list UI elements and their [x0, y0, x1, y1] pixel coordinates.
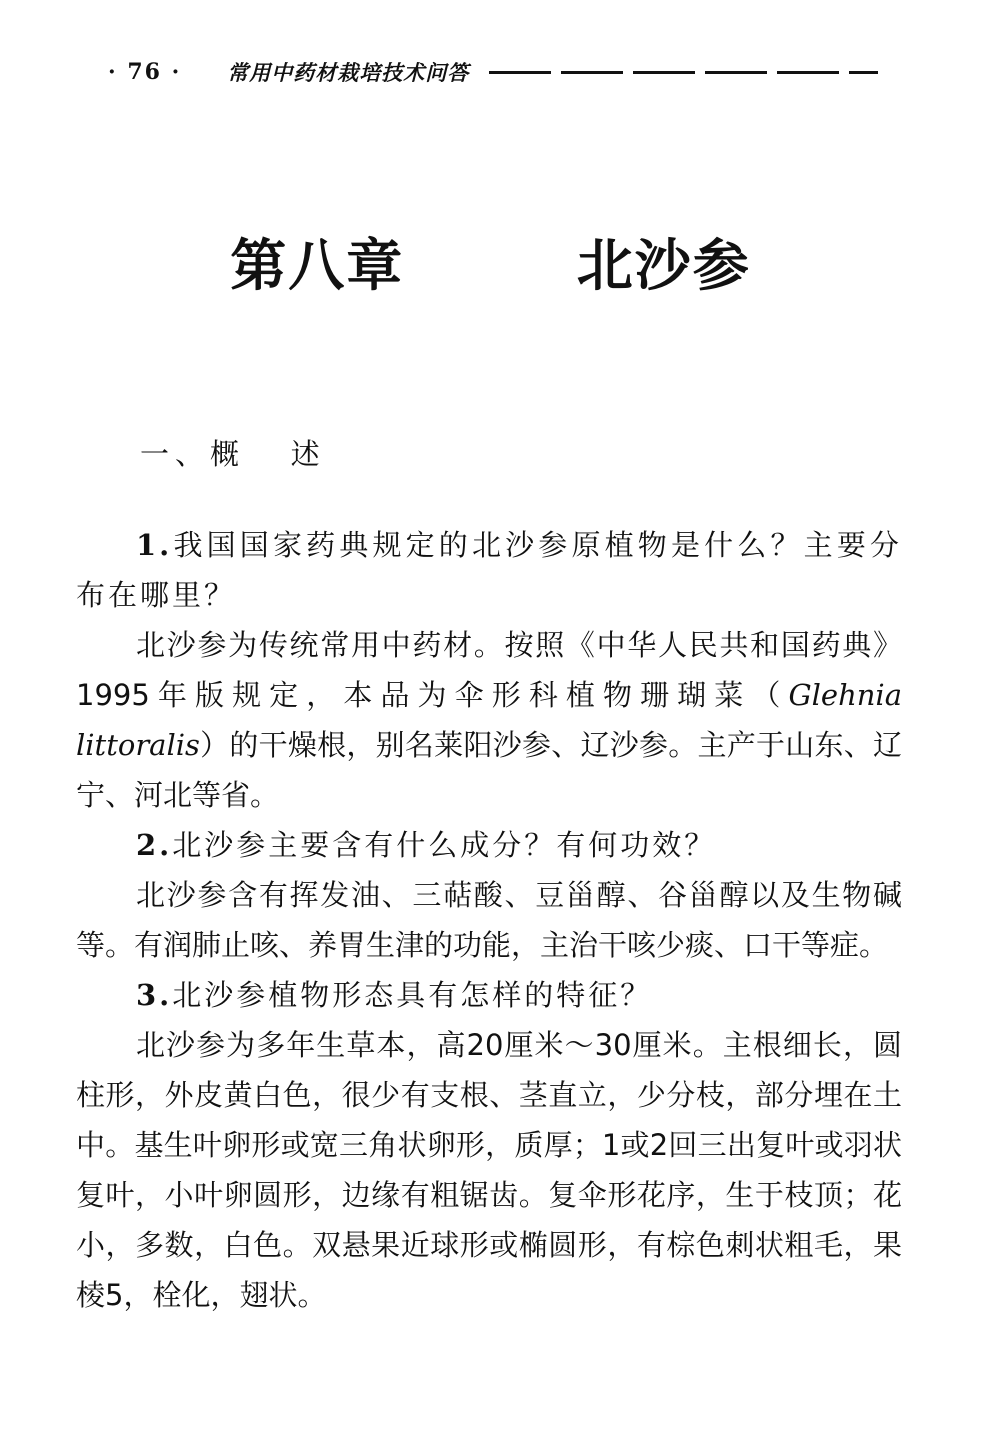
question-number: 3. — [136, 978, 173, 1012]
answer-3: 北沙参为多年生草本，高20厘米～30厘米。主根细长，圆柱形，外皮黄白色，很少有支根、茎直立，少分枝，部分埋在土中。基生叶卵形或宽三角状卵形，质厚；1或2回三出复叶或羽状复叶，小叶卵圆形，边缘有粗锯齿。复伞形花序，生于枝顶；花小，多数，白色。双悬果近球形或椭圆形，有棕色刺状粗毛，果棱5，栓化，翅状。 — [76, 1028, 902, 1312]
question-text: 北沙参主要含有什么成分？有何功效？ — [172, 828, 717, 862]
page-header — [108, 52, 878, 92]
answer-2: 北沙参含有挥发油、三萜酸、豆甾醇、谷甾醇以及生物碱等。有润肺止咳、养胃生津的功能，主治干咳少痰、口干等症。 — [76, 878, 902, 962]
answer-text: 北沙参为传统常用中药材。按照《中华人民共和国药典》1995年版规定，本品为伞形科植物珊瑚菜（ — [76, 628, 902, 712]
section-heading: 一、概 述 — [140, 437, 326, 471]
chapter-title: 第八章 北沙参 — [230, 233, 751, 299]
running-title: 常用中药材栽培技术问答 — [227, 60, 470, 85]
question-number: 2. — [136, 828, 173, 862]
answer-1 — [76, 620, 902, 820]
question-3 — [76, 970, 902, 1020]
question-2 — [76, 820, 902, 870]
question-1 — [76, 520, 902, 620]
header-rule — [489, 71, 878, 74]
answer-text: ）的干燥根，别名莱阳沙参、辽沙参。主产于山东、辽宁、河北等省。 — [76, 728, 902, 812]
question-number: 1. — [136, 528, 173, 562]
question-text: 我国国家药典规定的北沙参原植物是什么？主要分布在哪里？ — [76, 528, 902, 612]
page-number: · 76 · — [108, 59, 182, 85]
page-content — [76, 520, 902, 1320]
latin-name: Glehnia littoralis — [76, 678, 902, 762]
question-text: 北沙参植物形态具有怎样的特征？ — [172, 978, 653, 1012]
